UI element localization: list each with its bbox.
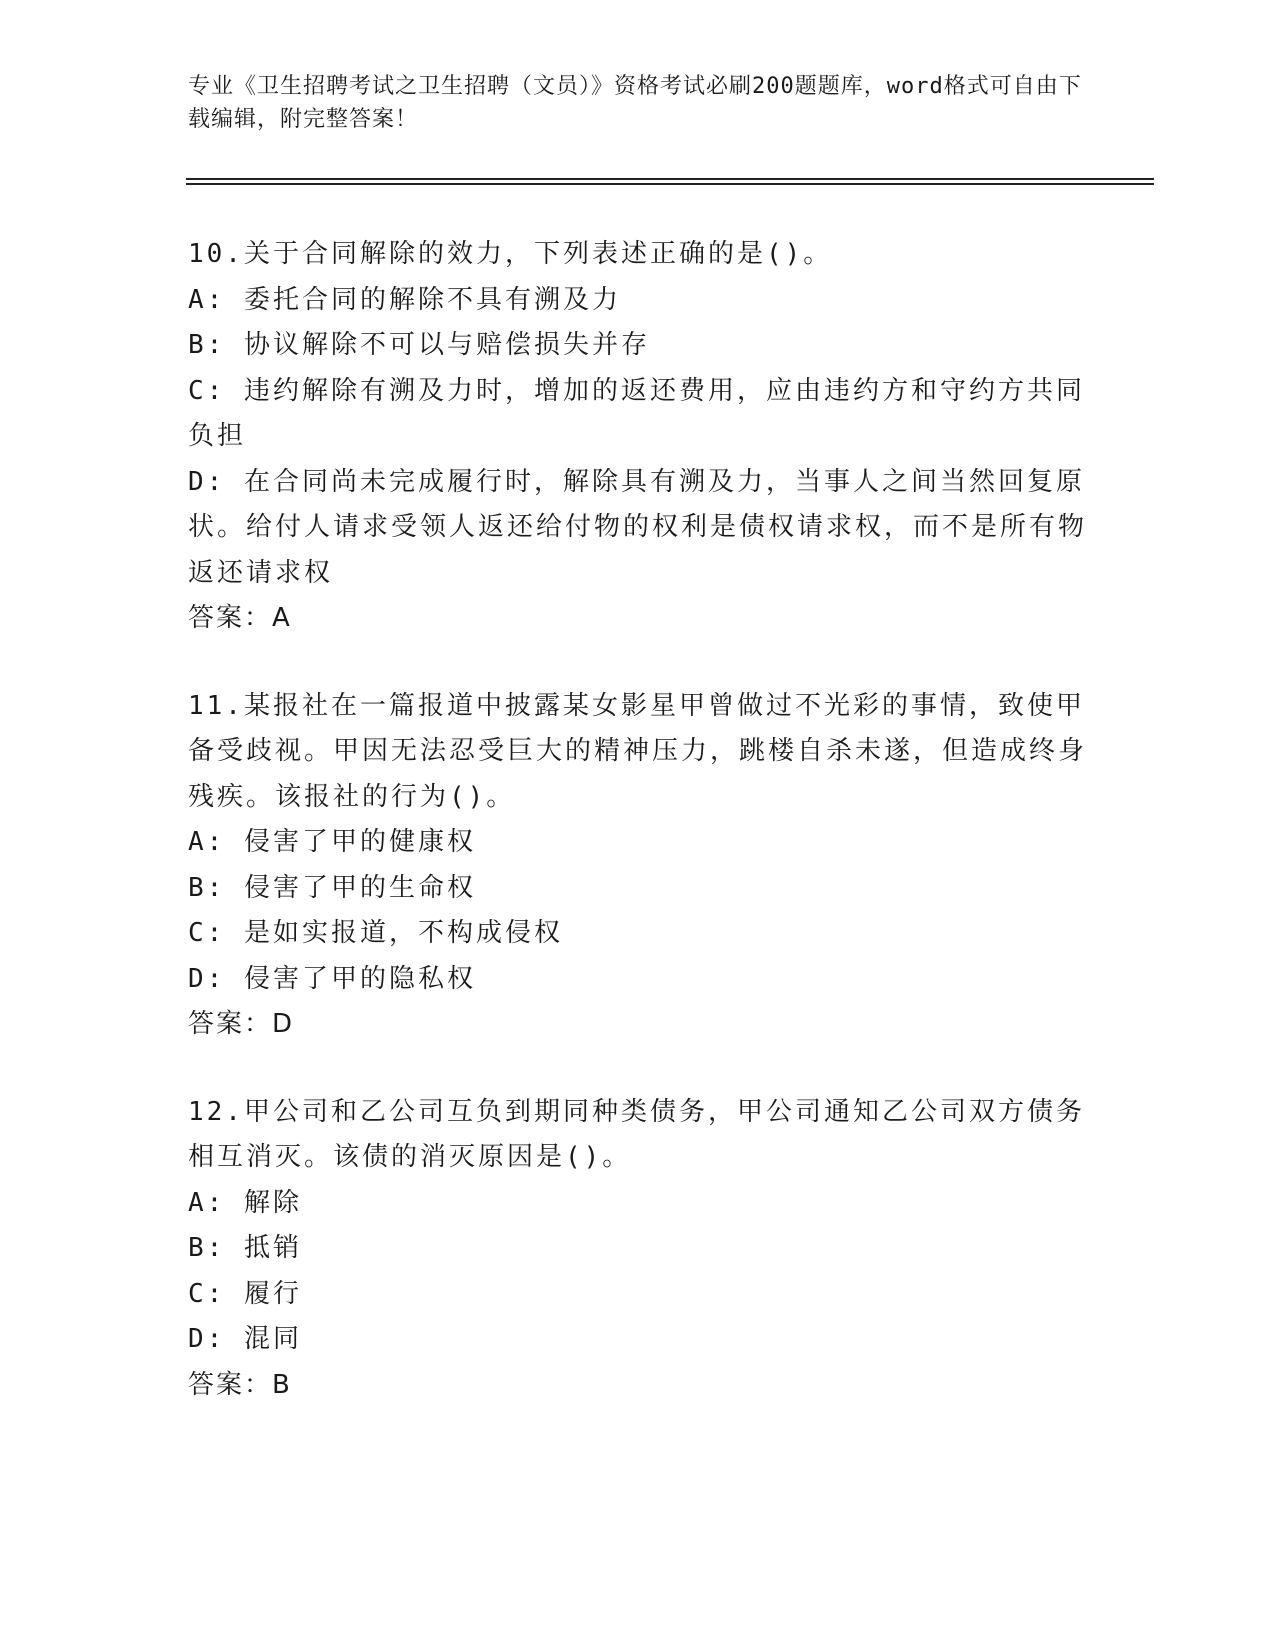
option-c: C: 履行 <box>188 1278 302 1309</box>
option-b: B: 侵害了甲的生命权 <box>188 872 476 903</box>
option-a: A: 侵害了甲的健康权 <box>188 827 476 857</box>
question-11 <box>188 684 1088 1048</box>
option-a: A: 解除 <box>188 1187 302 1218</box>
option-d: D: 侵害了甲的隐私权 <box>188 963 476 994</box>
question-stem: 10.关于合同解除的效力，下列表述正确的是()。 <box>188 239 833 269</box>
answer: 答案：A <box>188 603 292 633</box>
option-c: C: 是如实报道，不构成侵权 <box>188 918 563 948</box>
option-d: D: 混同 <box>188 1324 302 1354</box>
answer: 答案：B <box>188 1369 292 1400</box>
document-header: 专业《卫生招聘考试之卫生招聘（文员）》资格考试必刷200题题库，word格式可自由下载编辑，附完整答案！ <box>188 74 1082 132</box>
option-b: B: 抵销 <box>188 1233 302 1263</box>
question-stem: 11.某报社在一篇报道中披露某女影星甲曾做过不光彩的事情，致使甲备受歧视。甲因无法忍受巨大的精神压力，跳楼自杀未遂，但造成终身残疾。该报社的行为()。 <box>188 690 1088 812</box>
question-10 <box>188 232 1088 642</box>
option-c: C: 违约解除有溯及力时，增加的返还费用，应由违约方和守约方共同负担 <box>188 375 1085 451</box>
option-b: B: 协议解除不可以与赔偿损失并存 <box>188 330 650 360</box>
header-divider-second <box>186 183 1154 185</box>
question-list <box>188 232 1088 1450</box>
header-divider <box>186 178 1154 180</box>
option-d: D: 在合同尚未完成履行时，解除具有溯及力，当事人之间当然回复原状。给付人请求受领人返还给付物的权利是债权请求权，而不是所有物返还请求权 <box>188 466 1088 588</box>
option-a: A: 委托合同的解除不具有溯及力 <box>188 284 621 315</box>
question-12 <box>188 1090 1088 1409</box>
answer: 答案：D <box>188 1009 295 1039</box>
question-stem: 12.甲公司和乙公司互负到期同种类债务，甲公司通知乙公司双方债务相互消灭。该债的消灭原因是()。 <box>188 1096 1085 1172</box>
